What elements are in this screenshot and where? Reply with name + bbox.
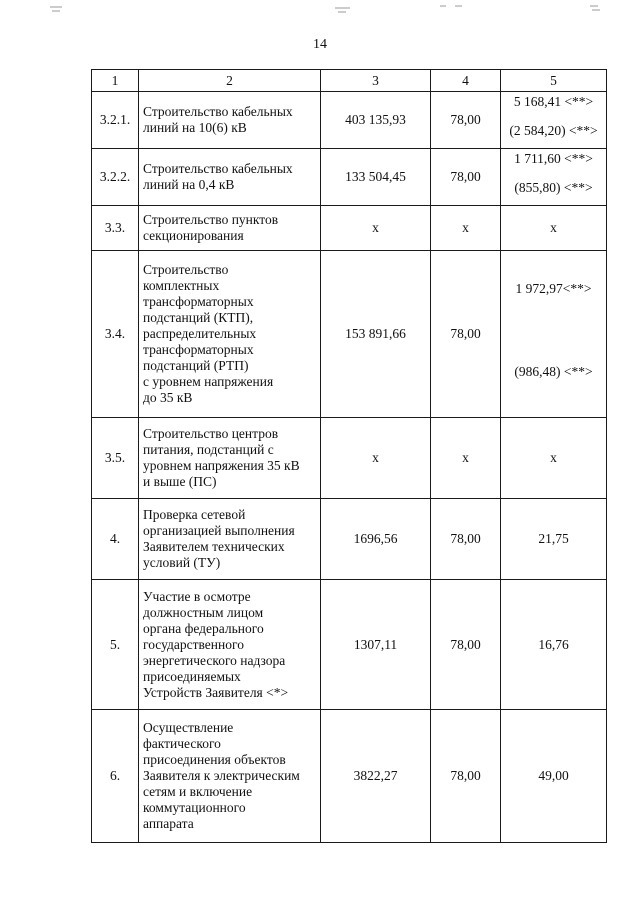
cost-value: 153 891,66 [321,251,431,418]
row-description [139,580,321,710]
description-line: комплектных [143,278,220,293]
description-line: присоединяемых [143,668,241,684]
description-line: трансформаторных [143,294,254,309]
rate-line: 1 972,97<**> [515,281,592,296]
table-row [92,710,607,843]
description-line: организацией выполнения [143,523,295,538]
coefficient-value: 78,00 [431,149,501,206]
coefficient-value: 78,00 [431,92,501,149]
column-header: 4 [431,70,501,92]
row-number: 3.2.1. [92,92,139,149]
rate-value [501,92,607,149]
rate-value: 21,75 [501,499,607,580]
description-line: Заявителя к электрическим [143,768,300,783]
description-line: распределительных [143,326,257,341]
table-row [92,580,607,710]
description-line: Заявителем технических [143,539,285,554]
description-line: трансформаторных [143,342,254,357]
description-line: подстанций (КТП), [143,310,254,325]
coefficient-value: 78,00 [431,499,501,580]
description-line: Строительство [143,262,229,277]
row-number: 3.4. [92,251,139,418]
cost-value: 3822,27 [321,710,431,843]
cost-value: 1696,56 [321,499,431,580]
rate-value: 49,00 [501,710,607,843]
cost-value: 133 504,45 [321,149,431,206]
description-line: Строительство пунктов [143,212,279,227]
rate-line: (2 584,20) <**> [509,123,598,138]
description-line: сетям и включение [143,784,253,799]
table-row [92,251,607,418]
cost-value: 403 135,93 [321,92,431,149]
row-description [139,499,321,580]
cost-value: 1307,11 [321,580,431,710]
scan-artifacts [0,0,640,20]
rate-value [501,251,607,418]
coefficient-value: 78,00 [431,251,501,418]
coefficient-value: x [431,206,501,251]
row-description [139,206,321,251]
description-line: секционирования [143,228,244,243]
row-description [139,710,321,843]
row-number: 3.2.2. [92,149,139,206]
row-description [139,92,321,149]
description-line: линий на 0,4 кВ [143,177,235,192]
description-line: энергетического надзора [143,652,286,668]
description-line: аппарата [143,816,194,831]
description-line: Строительство кабельных [143,104,293,119]
description-line: Устройств Заявителя <*> [143,684,289,700]
coefficient-value: 78,00 [431,710,501,843]
tariff-table [91,69,607,843]
row-number: 6. [92,710,139,843]
rate-line: 1 711,60 <**> [514,151,593,166]
rate-line: (986,48) <**> [514,364,593,379]
coefficient-value: x [431,418,501,499]
description-line: питания, подстанций с [143,442,274,457]
row-number: 3.5. [92,418,139,499]
table-row [92,206,607,251]
coefficient-value: 78,00 [431,580,501,710]
row-description [139,251,321,418]
description-line: Строительство кабельных [143,161,293,176]
description-line: Строительство центров [143,426,279,441]
description-line: органа федерального [143,620,264,636]
page-number: 14 [313,37,327,52]
row-number: 4. [92,499,139,580]
description-line: и выше (ПС) [143,474,217,489]
rate-value [501,149,607,206]
description-line: государственного [143,636,244,652]
description-line: уровнем напряжения 35 кВ [143,458,300,473]
cost-value: x [321,418,431,499]
description-line: до 35 кВ [143,390,193,405]
description-line: Участие в осмотре [143,588,251,604]
table-row [92,92,607,149]
table-row [92,418,607,499]
column-header: 3 [321,70,431,92]
description-line: с уровнем напряжения [143,374,274,389]
row-description [139,418,321,499]
rate-value: 16,76 [501,580,607,710]
column-header: 2 [139,70,321,92]
table-header-row [92,70,607,92]
row-description [139,149,321,206]
row-number: 5. [92,580,139,710]
rate-line: 5 168,41 <**> [513,94,594,109]
row-number: 3.3. [92,206,139,251]
table-row [92,499,607,580]
description-line: линий на 10(6) кВ [143,120,247,135]
description-line: коммутационного [143,800,246,815]
description-line: подстанций (РТП) [143,358,249,373]
rate-line: (855,80) <**> [514,180,593,195]
rate-value: x [501,418,607,499]
column-header: 1 [92,70,139,92]
description-line: должностным лицом [143,604,264,620]
table-row [92,149,607,206]
column-header: 5 [501,70,607,92]
description-line: Осуществление [143,720,234,735]
rate-value: x [501,206,607,251]
description-line: фактического [143,736,221,751]
description-line: присоединения объектов [143,752,286,767]
description-line: Проверка сетевой [143,507,246,522]
cost-value: x [321,206,431,251]
description-line: условий (ТУ) [143,555,221,570]
